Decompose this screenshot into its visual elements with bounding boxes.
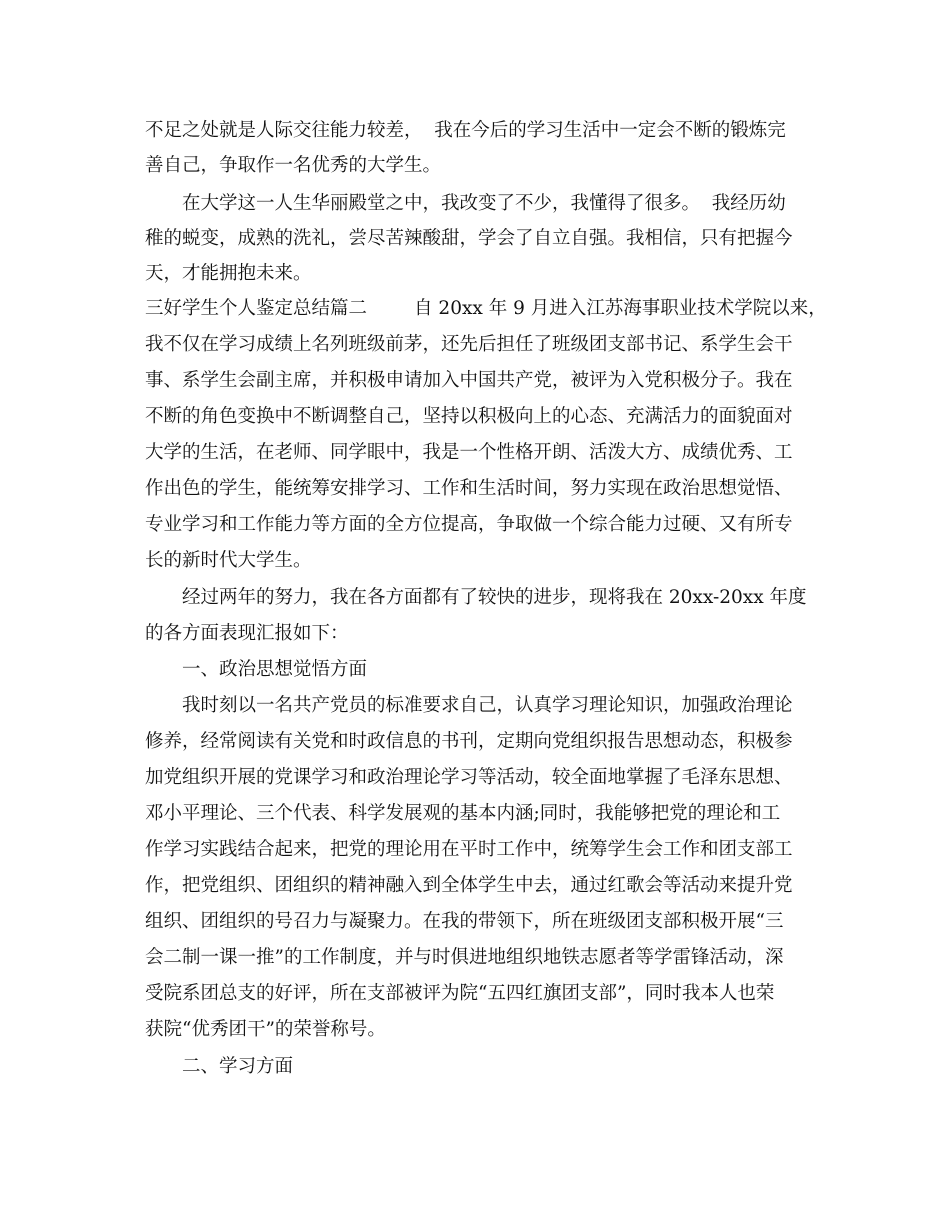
text-line: 我时刻以一名共产党员的标准要求自己，认真学习理论知识，加强政治理论 bbox=[182, 695, 793, 716]
text-line: 加党组织开展的党课学习和政治理论学习等活动，较全面地掌握了毛泽东思想、 bbox=[145, 767, 793, 788]
text-line: 会二制一课一推”的工作制度，并与时俱进地组织地铁志愿者等学雷锋活动，深 bbox=[145, 947, 784, 968]
text-line: 天，才能拥抱未来。 bbox=[145, 263, 312, 284]
text-line: 的各方面表现汇报如下： bbox=[145, 623, 349, 644]
section-heading: 一、政治思想觉悟方面 bbox=[182, 659, 368, 680]
text-line: 作出色的学生，能统筹安排学习、工作和生活时间，努力实现在政治思想觉悟、 bbox=[145, 478, 793, 499]
text-line: 获院“优秀团干”的荣誉称号。 bbox=[145, 1019, 386, 1040]
text-line: 不足之处就是人际交往能力较差， 我在今后的学习生活中一定会不断的锻炼完 bbox=[145, 120, 786, 141]
text-line: 长的新时代大学生。 bbox=[145, 550, 312, 571]
text-line: 在大学这一人生华丽殿堂之中，我改变了不少，我懂得了很多。 我经历幼 bbox=[182, 193, 786, 214]
text-line: 我不仅在学习成绩上名列班级前茅，还先后担任了班级团支部书记、系学生会干 bbox=[145, 334, 793, 355]
text-line: 三好学生个人鉴定总结篇二 自 20xx 年 9 月进入江苏海事职业技术学院以来， bbox=[145, 298, 827, 319]
text-line: 修养，经常阅读有关党和时政信息的书刊，定期向党组织报告思想动态，积极参 bbox=[145, 731, 793, 752]
text-line: 善自己，争取作一名优秀的大学生。 bbox=[145, 155, 442, 176]
text-line: 事、系学生会副主席，并积极申请加入中国共产党，被评为入党积极分子。我在 bbox=[145, 370, 793, 391]
text-line: 组织、团组织的号召力与凝聚力。在我的带领下，所在班级团支部积极开展“三 bbox=[145, 911, 784, 932]
text-line: 受院系团总支的好评，所在支部被评为院“五四红旗团支部”，同时我本人也荣 bbox=[145, 983, 775, 1004]
text-line: 稚的蜕变，成熟的洗礼，尝尽苦辣酸甜，学会了自立自强。我相信，只有把握今 bbox=[145, 228, 793, 249]
text-line: 大学的生活，在老师、同学眼中，我是一个性格开朗、活泼大方、成绩优秀、工 bbox=[145, 442, 793, 463]
text-line: 专业学习和工作能力等方面的全方位提高，争取做一个综合能力过硬、又有所专 bbox=[145, 514, 793, 535]
text-line: 不断的角色变换中不断调整自己，坚持以积极向上的心态、充满活力的面貌面对 bbox=[145, 406, 793, 427]
text-line: 作，把党组织、团组织的精神融入到全体学生中去，通过红歌会等活动来提升党 bbox=[145, 875, 793, 896]
text-line: 邓小平理论、三个代表、科学发展观的基本内涵;同时，我能够把党的理论和工 bbox=[145, 803, 781, 824]
section-heading: 二、学习方面 bbox=[182, 1056, 294, 1077]
text-line: 经过两年的努力，我在各方面都有了较快的进步，现将我在 20xx-20xx 年度 bbox=[182, 587, 807, 608]
text-line: 作学习实践结合起来，把党的理论用在平时工作中，统筹学生会工作和团支部工 bbox=[145, 839, 793, 860]
